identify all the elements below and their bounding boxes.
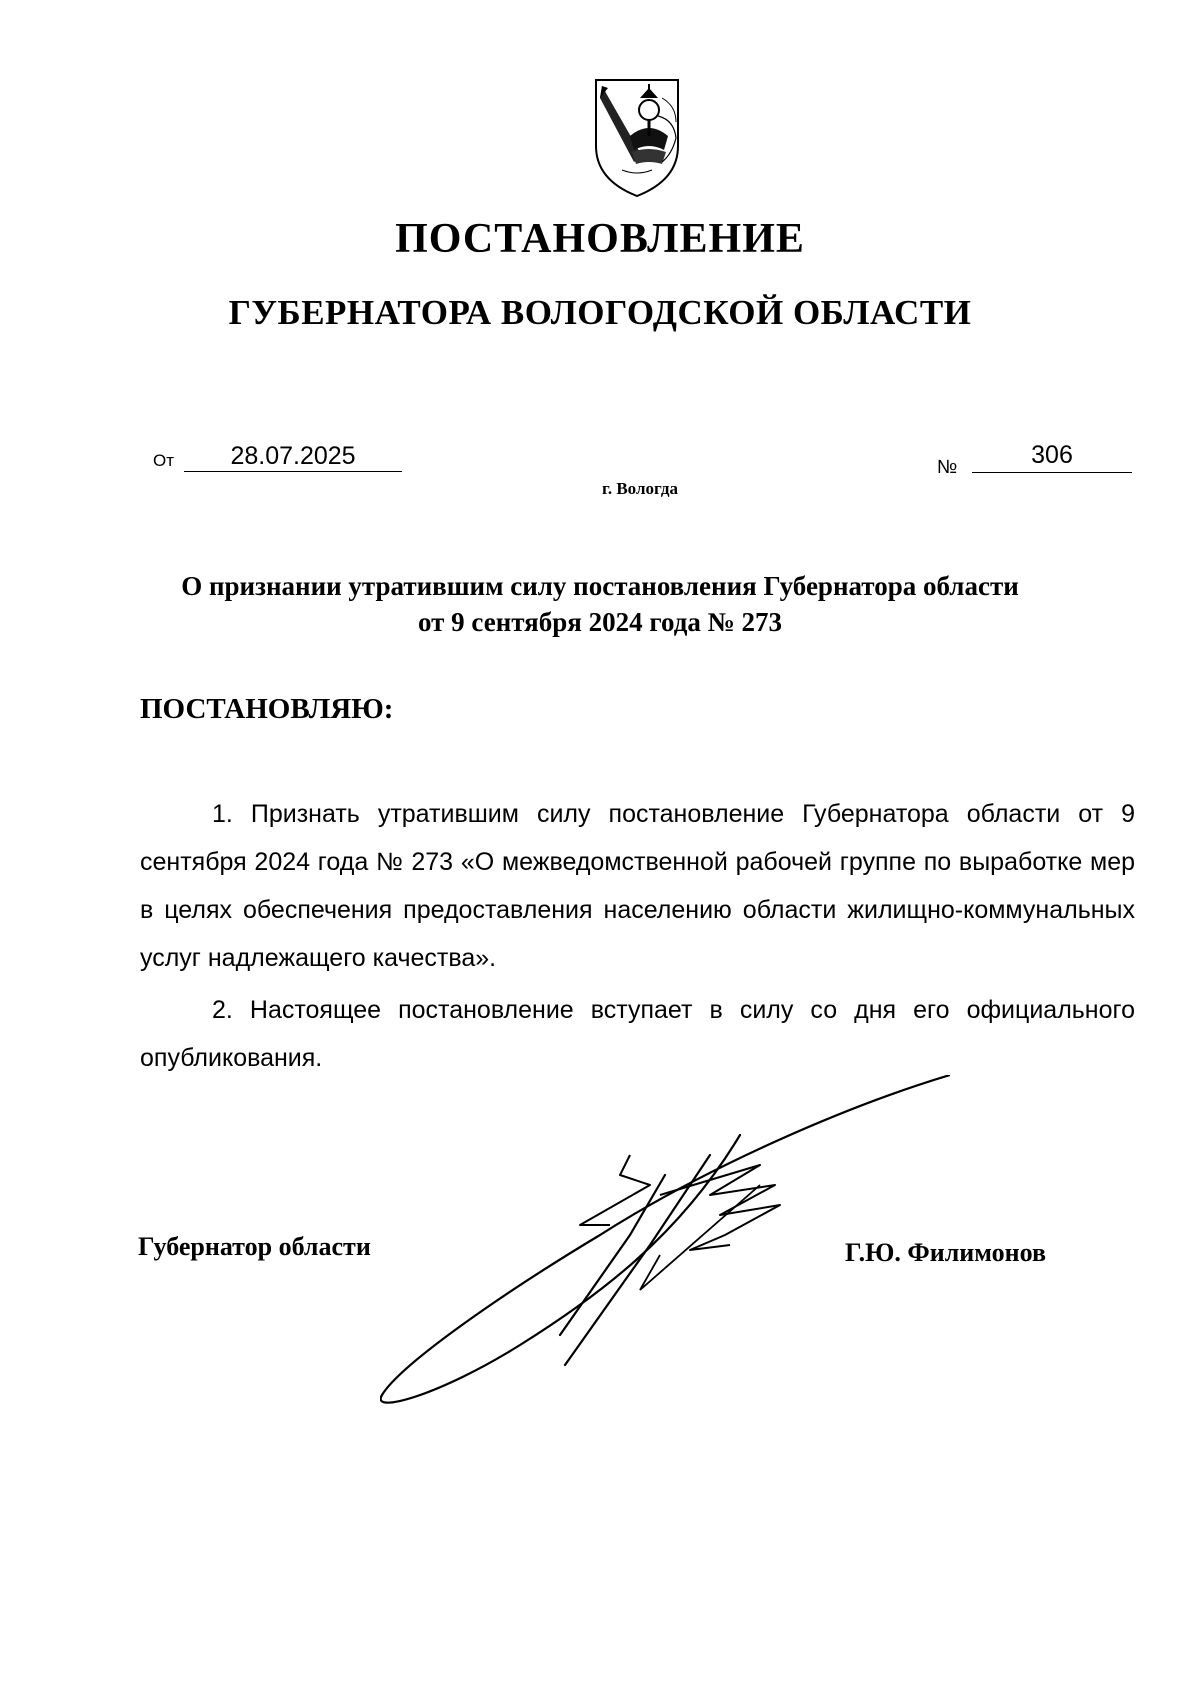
paragraph-2: 2. Настоящее постановление вступает в силу со дня его официального опубликования. [140, 996, 1135, 1072]
subject-line-2: от 9 сентября 2024 года № 273 [418, 607, 782, 637]
document-title: ПОСТАНОВЛЕНИЕ [395, 216, 805, 262]
signer-position: Губернатор области [138, 1232, 371, 1261]
number-label: № [937, 457, 958, 478]
subject-line-1: О признании утратившим силу постановления Губернатора области [181, 571, 1019, 601]
signer-name: Г.Ю. Филимонов [845, 1238, 1047, 1267]
document-number: 306 [972, 442, 1132, 473]
paragraph-1: 1. Признать утратившим силу постановление Губернатора области от 9 сентября 2024 года № 273 «О межведомственной рабочей группе по выработке мер в целях обеспечения предоставления населению области жилищно-коммунальных услуг надлежащего качества». [140, 800, 1135, 972]
coat-of-arms-icon [592, 76, 682, 200]
date-label: От [153, 451, 175, 470]
document-date: 28.07.2025 [184, 443, 402, 472]
document-issuer: ГУБЕРНАТОРА ВОЛОГОДСКОЙ ОБЛАСТИ [228, 293, 972, 332]
document-subject [0, 568, 1200, 640]
decree-heading: ПОСТАНОВЛЯЮ: [140, 693, 394, 725]
document-city: г. Вологда [602, 479, 678, 498]
